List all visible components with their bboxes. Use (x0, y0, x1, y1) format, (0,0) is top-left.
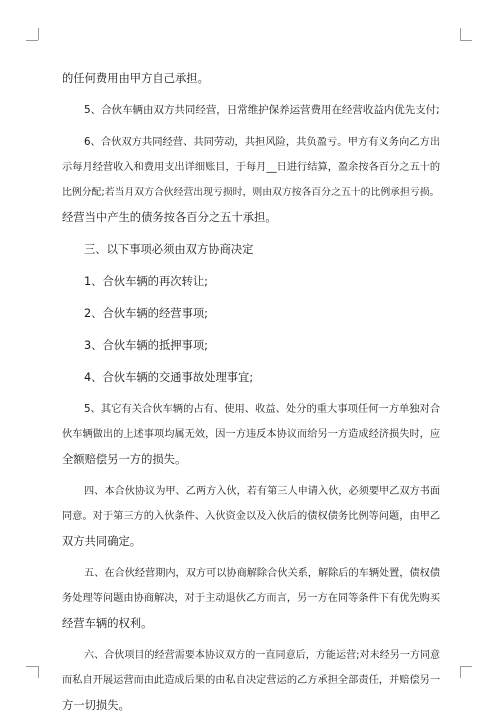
paragraph-gap (62, 358, 440, 365)
paragraph-gap (62, 230, 440, 237)
crop-mark-top-left-h (26, 40, 38, 41)
crop-mark-bottom-right-v (460, 666, 461, 678)
text-line: 五、在合伙经营期内，双方可以协商解除合伙关系，解除后的车辆处置，债权债 (84, 568, 441, 579)
paragraph (62, 479, 440, 554)
paragraph (62, 301, 440, 326)
text-line: 全额赔偿另一方的损失。 (62, 453, 187, 466)
paragraph (62, 269, 440, 294)
text-line: 3、合伙车辆的抵押事项; (84, 339, 208, 352)
text-line: 5、合伙车辆由双方共同经营，日常维护保养运营费用在经营收益内优先支付; (84, 104, 440, 116)
paragraph (62, 237, 440, 262)
paragraph (62, 397, 440, 472)
text-line: 4、合伙车辆的交通事故处理事宜; (84, 371, 254, 384)
paragraph (62, 130, 440, 230)
paragraph-gap (62, 472, 440, 479)
paragraph (62, 98, 440, 123)
paragraph (62, 365, 440, 390)
text-line: 经营当中产生的债务按各百分之五十承担。 (62, 211, 277, 224)
text-line: 伙车辆做出的上述事项均属无效，因一方违反本协议而给另一方造成经济损失时，应 (62, 429, 441, 440)
text-line: 双方共同确定。 (62, 535, 142, 548)
text-line: 示每月经营收入和费用支出详细账目，于每月__日进行结算，盈余按各百分之五十的 (62, 162, 441, 173)
text-line: 经营车辆的权利。 (62, 617, 153, 630)
text-line: 5、其它有关合伙车辆的占有、使用、收益、处分的重大事项任何一方单独对合 (84, 403, 441, 415)
text-line: 四、本合伙协议为甲、乙两方入伙，若有第三人申请入伙，必须要甲乙双方书面 (84, 486, 441, 497)
paragraph (62, 66, 440, 91)
paragraph-gap (62, 554, 440, 561)
paragraph-gap (62, 123, 440, 130)
text-line: 三、以下事项必须由双方协商决定 (84, 243, 254, 256)
document-body (62, 66, 440, 718)
crop-mark-top-right-h (460, 40, 472, 41)
paragraph (62, 561, 440, 636)
text-line: 同意。对于第三方的入伙条件、入伙资金以及入伙后的债权债务比例等问题，由甲乙 (62, 511, 441, 522)
paragraph-gap (62, 390, 440, 397)
text-line: 务处理等问题由协商解决，对于主动退伙乙方而言，另一方在同等条件下有优先购买 (62, 593, 441, 604)
paragraph-gap (62, 294, 440, 301)
crop-mark-top-left-v (38, 28, 39, 40)
paragraph-gap (62, 262, 440, 269)
text-line: 六、合伙项目的经营需要本协议双方的一直同意后，方能运营;对未经另一方同意 (84, 650, 441, 661)
crop-mark-bottom-left-h (26, 666, 38, 667)
paragraph (62, 333, 440, 358)
text-line: 的任何费用由甲方自己承担。 (62, 72, 209, 85)
text-line: 比例分配;若当月双方合伙经营出现亏损时，则由双方按各百分之五十的比例承担亏损。 (62, 187, 440, 198)
paragraph-gap (62, 326, 440, 333)
text-line: 1、合伙车辆的再次转让; (84, 275, 208, 288)
crop-mark-bottom-left-v (38, 666, 39, 678)
text-line: 2、合伙车辆的经营事项; (84, 307, 208, 320)
text-line: 方一切损失。 (62, 699, 130, 712)
paragraph-gap (62, 636, 440, 643)
paragraph-gap (62, 91, 440, 98)
crop-mark-bottom-right-h (460, 666, 472, 667)
text-line: 而私自开展运营而由此造成后果的由私自决定营运的乙方承担全部责任，并赔偿另一 (62, 675, 441, 686)
text-line: 6、合伙双方共同经营、共同劳动，共担风险，共负盈亏。甲方有义务向乙方出 (84, 136, 441, 148)
crop-mark-top-right-v (460, 28, 461, 40)
